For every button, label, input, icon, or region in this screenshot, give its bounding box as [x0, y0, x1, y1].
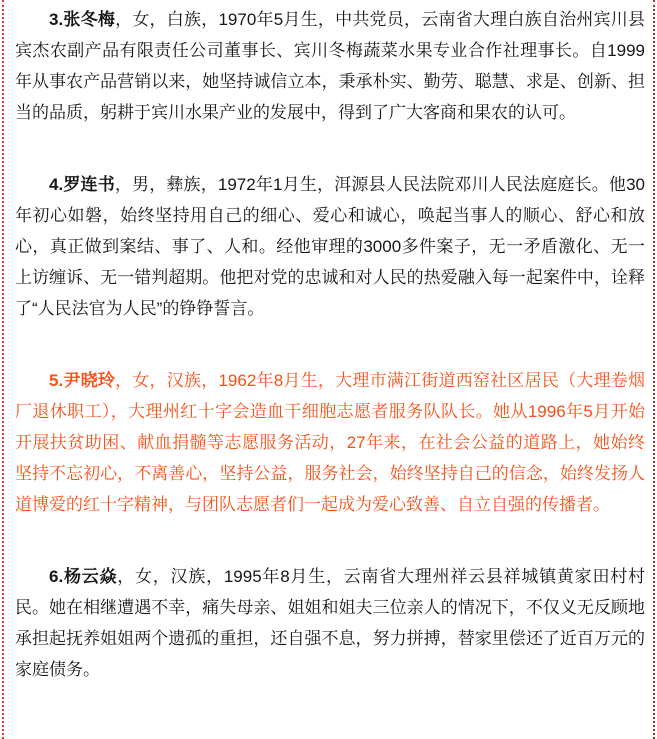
bio-text: ，男，彝族，1972年1月生，洱源县人民法院邓川人民法庭庭长。他30年初心如磐，始终坚持用自己的细心、爱心和诚心，唤起当事人的顺心、舒心和放心，真正做到案结、事了、人和。经他审理的3000多件案子，无一矛盾激化、无一上访缠诉、无一错判超期。他把对党的忠诚和对人民的热爱融入每一起案件中，诠释了“人民法官为人民”的铮铮誓言。: [15, 175, 645, 318]
bio-paragraph-luo-lianshu: [15, 169, 645, 324]
bio-text: ，女，白族，1970年5月生，中共党员，云南省大理白族自治州宾川县宾杰农副产品有限责任公司董事长、宾川冬梅蔬菜水果专业合作社理事长。自1999年从事农产品营销以来，她坚持诚信立本，秉承朴实、勤劳、聪慧、求是、创新、担当的品质，躬耕于宾川水果产业的发展中，得到了广大客商和果农的认可。: [15, 10, 645, 122]
bio-text: ，女，汉族，1962年8月生，大理市满江街道西窑社区居民（大理卷烟厂退休职工），大理州红十字会造血干细胞志愿者服务队队长。她从1996年5月开始开展扶贫助困、献血捐髓等志愿服务活动，27年来，在社会公益的道路上，她始终坚持不忘初心，不离善心，坚持公益，服务社会，始终坚持自己的信念，始终发扬人道博爱的红十字精神，与团队志愿者们一起成为爱心致善、自立自强的传播者。: [15, 371, 645, 514]
bio-paragraph-yin-xiaoling: [15, 365, 645, 520]
bio-paragraph-yang-yunyan: [15, 561, 645, 685]
person-name-lead: 6.杨云焱: [49, 567, 118, 586]
person-name-lead: 4.罗连书: [49, 175, 115, 194]
bio-text: ，女，汉族，1995年8月生，云南省大理州祥云县祥城镇黄家田村村民。她在相继遭遇不幸，痛失母亲、姐姐和姐夫三位亲人的情况下，不仅义无反顾地承担起抚养姐姐两个遗孤的重担，还自强不息，努力拼搏，替家里偿还了近百万元的家庭债务。: [15, 567, 645, 679]
person-name-lead: 3.张冬梅: [49, 10, 116, 29]
person-name-lead: 5.尹晓玲: [49, 371, 116, 390]
article-page: [2, 0, 655, 739]
bio-paragraph-zhang-dongmei: [15, 4, 645, 128]
